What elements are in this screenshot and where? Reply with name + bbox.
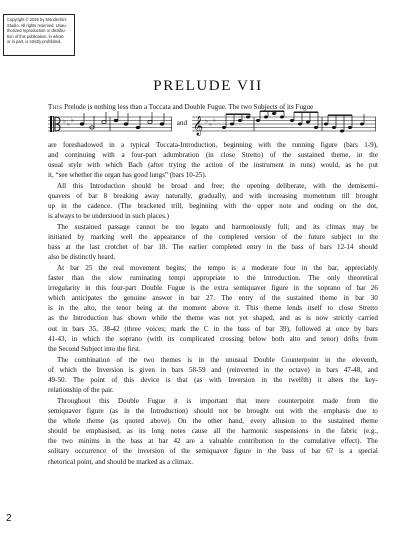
copyright-line: thorized reproduction or distribu-	[7, 28, 66, 34]
text-line: should be emphasised, as its long notes cause all the harmonic suspensions in the fabric (e.g.,	[48, 427, 378, 436]
text-line: initiated by marking well the appearance of the completed version of the future subject in the	[48, 233, 378, 242]
music-example-treble-icon	[192, 110, 376, 136]
text-line: usual style with which Bach (after trying the action of the instrument in runs) would, as he put	[48, 161, 378, 170]
svg-text:♭: ♭	[67, 121, 70, 128]
text-line: All this Introduction should be broad and free; the opening deliberate, with the demisemi-	[57, 182, 378, 190]
text-line: up in the cadence. (The bracketed trill, beginning with the upper note and ending on the dot,	[48, 202, 378, 211]
text-line: bass at the last crotchet of bar 18. The earlier completed entry in the bass of bars 12-14 should	[48, 243, 378, 252]
paragraph-1	[48, 140, 378, 180]
text-line: 41-43, in which the soprano (with its complicated crossing below both alto and tenor) drifts from	[48, 334, 378, 343]
text-line: 49-50. The point of this device is that (as with Inversion in the twelfth) it alters the key-	[48, 376, 378, 385]
text-line: out in bars 35, 38-42 (three voices; mark the C in the bass of bar 39), followed at once by bars	[48, 324, 378, 333]
text-line: and continuing with a four-part adumbration (in close Stretto) of the sustained theme, in the	[48, 151, 378, 160]
text-line: solitary occurrence of the inversion of the semiquaver figure in the bass of bar 67 is a special	[48, 447, 378, 456]
svg-text:♭: ♭	[212, 117, 216, 124]
music-example-alto-icon	[48, 110, 172, 136]
svg-text:♭: ♭	[208, 121, 212, 128]
paragraph-2	[48, 181, 378, 221]
and-word: and	[176, 118, 188, 127]
text-line: it, “see whether the organ has good lungs” (bars 10-25).	[48, 171, 207, 180]
paragraph-6	[48, 396, 378, 467]
text-line: the two minims in the bass at bar 42 are a valuable contribution to the cumulative effect). The	[48, 437, 378, 446]
text-line: relationship of the pair.	[48, 386, 114, 395]
paragraph-5	[48, 355, 378, 395]
text-line: irregularity in this four-part Double Fugue is the extra semiquaver figure in the soprano of bar 26	[48, 284, 378, 293]
copyright-line: Copyright © 2026 by Mondechini	[7, 17, 67, 22]
svg-text:♭: ♭	[204, 118, 208, 125]
paragraph-4	[48, 263, 378, 354]
text-line: the Second Subject into the first.	[48, 344, 141, 353]
svg-text:♭: ♭	[63, 118, 66, 125]
text-line: The combination of the two themes is in the unusual Double Counterpoint in the eleventh,	[57, 356, 378, 364]
svg-text:♭: ♭	[71, 117, 74, 124]
text-line: are foreshadowed in a typical Toccata-Introduction, beginning with the running figure (bars 1-9),	[48, 141, 378, 149]
copyright-line: or in part, is strictly prohibited.	[7, 39, 62, 45]
text-line: is in the alto, the tenor being at the moment above it. This theme lends itself to close Stretto	[48, 304, 378, 313]
music-examples	[48, 110, 378, 138]
text-line: faster than the slow ruminating tempi appropriate to the Introduction. The only theoretical	[48, 274, 378, 283]
text-line: At bar 25 the real movement begins; the tempo is a moderate four in the bar, appreciably	[57, 264, 378, 272]
text-line: which anticipates the genuine answer in bar 27. The entry of the sustained theme in bar 30	[48, 294, 378, 303]
text-line: semiquaver figure (as in the Introduction) should not be brought out with the emphasis due to	[48, 407, 378, 416]
text-line: as the Introduction has shown while the theme was not yet shaped, and as is now strictly carried	[48, 314, 378, 323]
text-line: Throughout this Double Fugue it is important that mere counterpoint made from the	[57, 397, 378, 405]
copyright-notice	[3, 14, 75, 56]
page-number: 2	[6, 513, 12, 524]
copyright-line: Studio. All rights reserved. Unau-	[7, 22, 67, 28]
intro-first-word: This	[48, 103, 63, 111]
text-line: is always to be understood in such places.)	[48, 212, 169, 221]
text-line: of which the Inversion is given in bars 58-59 and (reinverted in the octave) in bars 47-48, and	[48, 366, 378, 375]
text-line: quavers of bar 8 breaking away naturally, gradually, and with increasing momentum till brought	[48, 192, 378, 201]
text-line: The sustained passage cannot be too legato and harmoniously full; and its climax may be	[57, 223, 378, 231]
svg-text:𝄞: 𝄞	[192, 116, 203, 136]
text-line: also be distinctly heard.	[48, 253, 116, 262]
text-line: rhetorical point, and should be marked as a climax.	[48, 457, 193, 466]
copyright-line: tion of this publication, in whole	[7, 33, 64, 39]
page-title: PRELUDE VII	[153, 78, 263, 94]
intro-text: Prelude is nothing less than a Toccata and Double Fugue. The two Subjects of its Fugue	[64, 103, 314, 111]
text-line: the whole theme (as quoted above). On the other hand, every allusion to the sustained theme	[48, 417, 378, 426]
paragraph-3	[48, 222, 378, 262]
